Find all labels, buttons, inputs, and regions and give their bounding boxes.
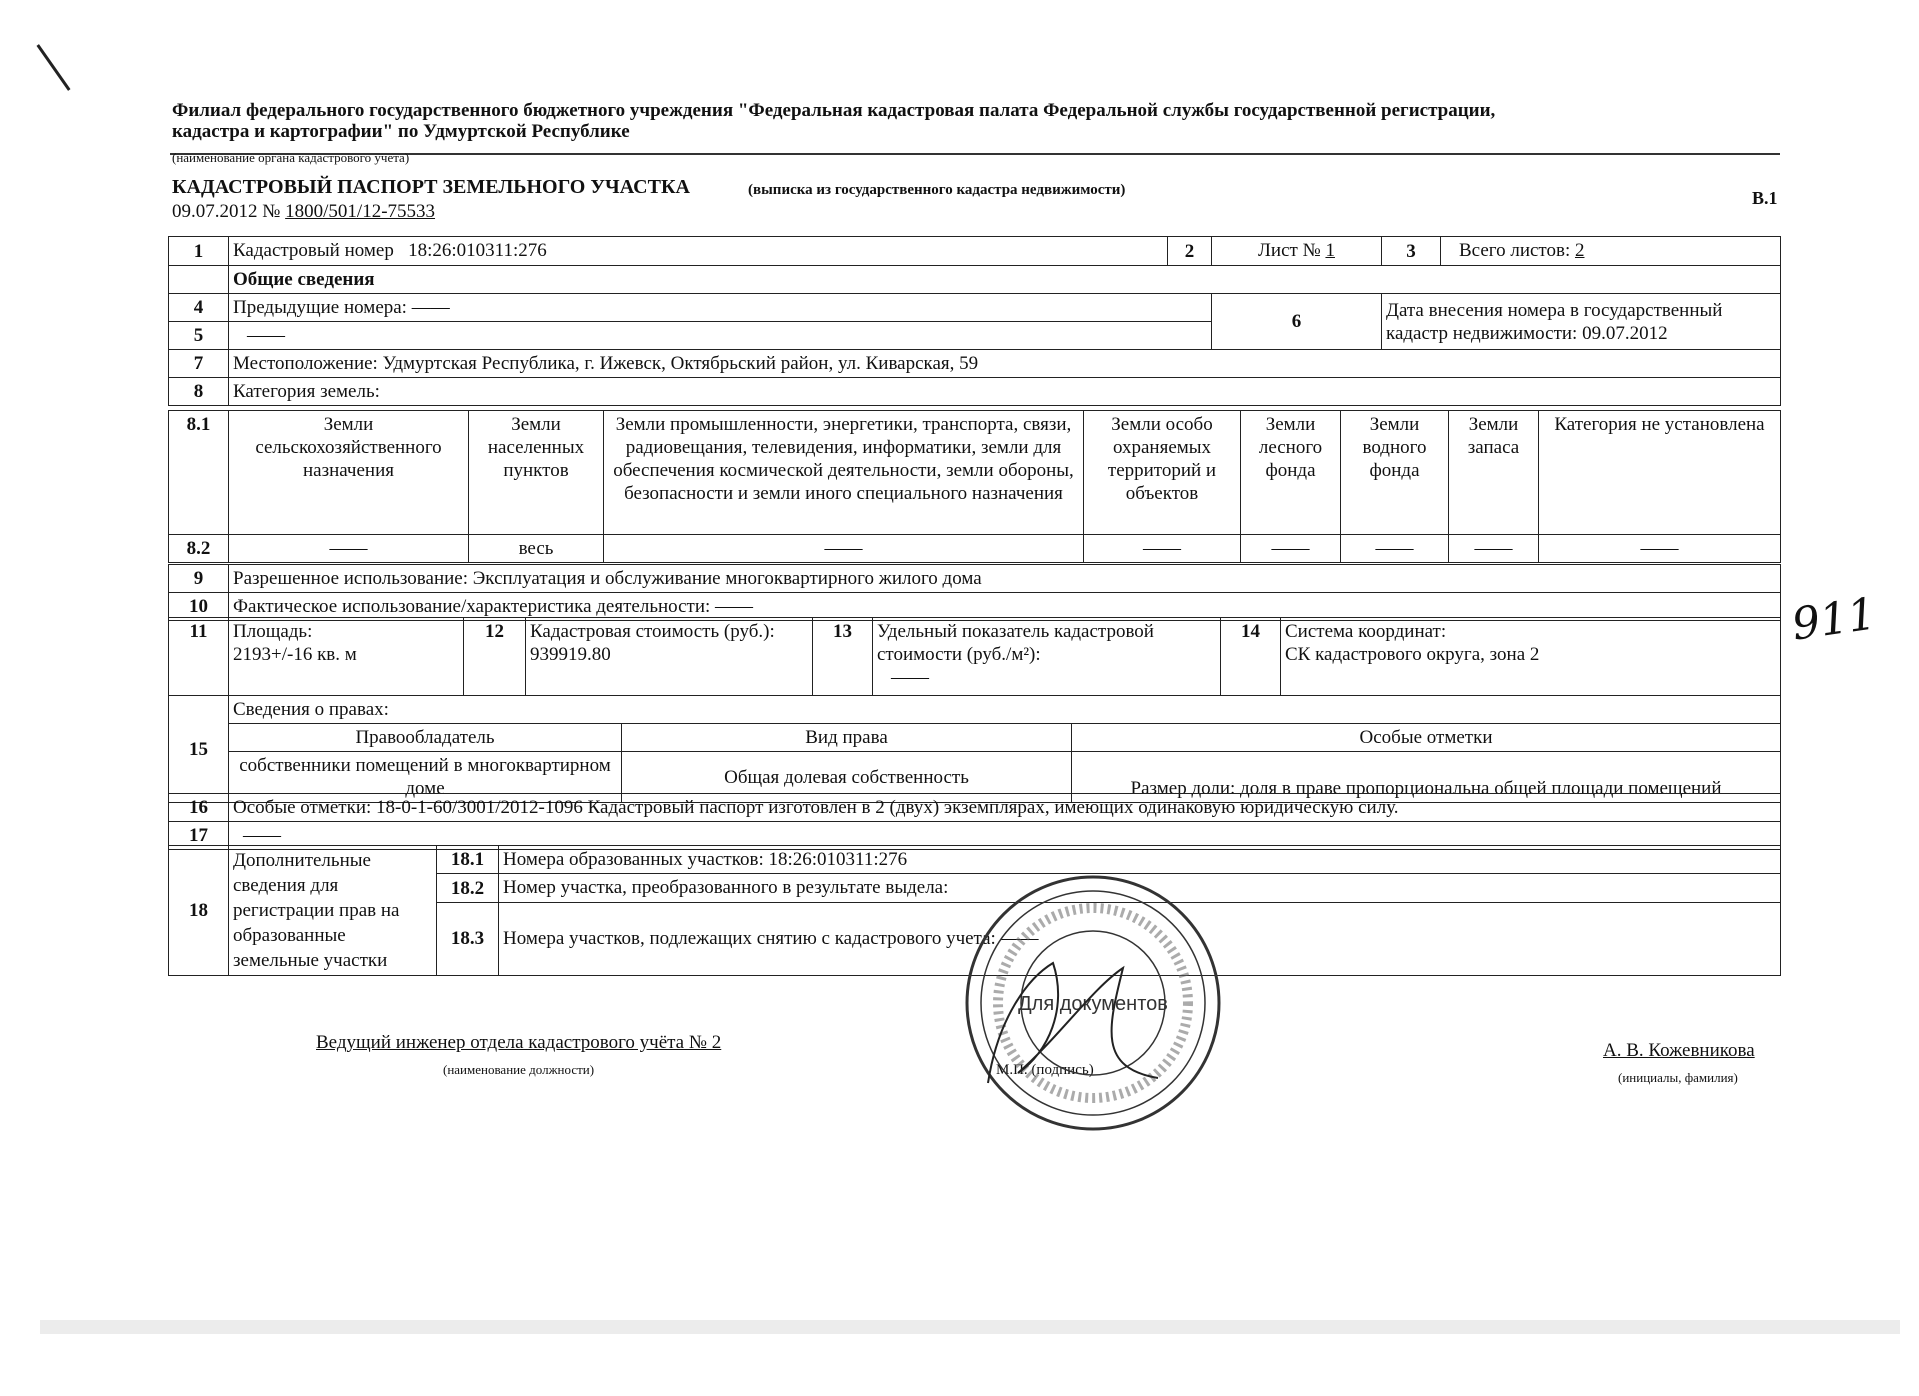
right-type-value: Общая долевая собственность: [622, 752, 1072, 803]
category-industrial: Земли промышленности, энергетики, транспорта, связи, радиовещания, телевидения, информатики, земли для обеспечения космической деятельности, земли обороны, безопасности и земли иного специального назначения: [604, 411, 1084, 535]
name-caption: (инициалы, фамилия): [1618, 1070, 1738, 1085]
rights-table: [168, 695, 1781, 803]
formed-plots: Номера образованных участков: 18:26:010311:276: [499, 846, 1781, 874]
doc-number: 1800/501/12-75533: [285, 201, 436, 222]
row-18-number: 18: [169, 846, 229, 976]
row-1-number: 1: [169, 237, 229, 266]
location: Местоположение: Удмуртская Республика, г. Ижевск, Октябрьский район, ул. Киварская, 59: [229, 350, 1781, 378]
table-rows-11-14: [168, 617, 1781, 696]
row-15-number: 15: [169, 696, 229, 803]
margin-note: 911: [1788, 588, 1880, 651]
row-3-number: 3: [1382, 237, 1441, 266]
specific-value-label: Удельный показатель кадастровой стоимости (руб./м²):: [877, 621, 1154, 665]
rights-title: Сведения о правах:: [229, 696, 1781, 724]
sheet-cell: [1212, 237, 1382, 266]
row-8-1-number: 8.1: [169, 411, 229, 535]
row-11-number: 11: [169, 618, 229, 696]
signature-scribble: [988, 963, 1158, 1083]
special-notes: Особые отметки: 18-0-1-60/3001/2012-1096 Кадастровый паспорт изготовлен в 2 (двух) экземплярах, имеющих одинаковую юридическую силу.: [229, 794, 1781, 822]
row-18-1-number: 18.1: [437, 846, 499, 874]
coordinate-system-label: Система координат:: [1285, 621, 1447, 642]
category-protected: Земли особо охраняемых территорий и объектов: [1084, 411, 1241, 535]
value-protected: ——: [1084, 535, 1241, 563]
coordinate-system-value: СК кадастрового округа, зона 2: [1285, 644, 1540, 665]
value-settlements: весь: [469, 535, 604, 563]
row-4-number: 4: [169, 294, 229, 322]
position-title: Ведущий инженер отдела кадастрового учёта № 2: [316, 1032, 722, 1053]
category-agricultural: Земли сельскохозяйственного назначения: [229, 411, 469, 535]
rights-holder-value: собственники помещений в многоквартирном доме: [229, 752, 622, 803]
row-5-number: 5: [169, 322, 229, 350]
row-8-number: 8: [169, 378, 229, 406]
land-categories-table: [168, 410, 1781, 563]
row-10-number: 10: [169, 593, 229, 621]
stamp-center-text: Для документов: [1018, 993, 1168, 1015]
doc-date: 09.07.2012: [172, 201, 258, 222]
value-not-set: ——: [1539, 535, 1781, 563]
row-8-2-number: 8.2: [169, 535, 229, 563]
official-stamp: [958, 868, 1228, 1138]
specific-value: ——: [891, 667, 929, 688]
row-2-number: 2: [1168, 237, 1212, 266]
value-water: ——: [1341, 535, 1449, 563]
total-sheets-cell: [1441, 237, 1781, 266]
row-14-number: 14: [1221, 618, 1281, 696]
row-17-value: ——: [229, 822, 1781, 850]
row-13-number: 13: [813, 618, 873, 696]
category-settlements: Земли населенных пунктов: [469, 411, 604, 535]
org-caption: (наименование органа кадастрового учета): [172, 150, 410, 165]
category-not-set: Категория не установлена: [1539, 411, 1781, 535]
form-code: В.1: [1752, 188, 1778, 208]
area-value: 2193+/-16 кв. м: [233, 644, 357, 665]
sheet-value: 1: [1325, 240, 1335, 261]
scan-edge-artifact: [40, 1320, 1900, 1334]
doc-title: КАДАСТРОВЫЙ ПАСПОРТ ЗЕМЕЛЬНОГО УЧАСТКА: [172, 176, 690, 198]
cadastral-value-cell: [526, 618, 813, 696]
doc-subtitle: (выписка из государственного кадастра недвижимости): [748, 182, 1126, 198]
total-sheets-value: 2: [1574, 240, 1585, 261]
deregistered-plots: Номера участков, подлежащих снятию с кадастрового учета: ——: [499, 902, 1781, 975]
number-sign: №: [262, 201, 281, 222]
transformed-plot: Номер участка, преобразованного в результате выдела:: [499, 874, 1781, 902]
row-16-number: 16: [169, 794, 229, 822]
right-type-header: Вид права: [622, 724, 1072, 752]
cadastral-number-label: Кадастровый номер: [233, 240, 394, 261]
special-marks-value: Размер доли: доля в праве пропорциональна общей площади помещений: [1072, 752, 1781, 803]
cadastral-value: 939919.80: [530, 644, 611, 665]
actual-use: Фактическое использование/характеристика деятельности: ——: [229, 593, 1781, 621]
category-reserve: Земли запаса: [1449, 411, 1539, 535]
value-forest: ——: [1241, 535, 1341, 563]
row-17-number: 17: [169, 822, 229, 850]
previous-numbers: Предыдущие номера: ——: [229, 294, 1212, 322]
area-cell: [229, 618, 464, 696]
table-rows-16-17: [168, 793, 1781, 850]
coordinate-system-cell: [1281, 618, 1781, 696]
doc-date-number: [172, 201, 435, 223]
position-caption: (наименование должности): [443, 1062, 595, 1077]
rights-holder-header: Правообладатель: [229, 724, 622, 752]
row-6-number: 6: [1212, 294, 1382, 350]
land-category-label: Категория земель:: [229, 378, 1781, 406]
specific-value-cell: [873, 618, 1221, 696]
permitted-use: Разрешенное использование: Эксплуатация и обслуживание многоквартирного жилого дома: [229, 565, 1781, 593]
general-num-cell: [169, 266, 229, 294]
area-label: Площадь:: [233, 621, 313, 642]
value-agricultural: ——: [229, 535, 469, 563]
cadastral-number-cell: [229, 237, 1168, 266]
table-rows-1-8: [168, 236, 1781, 406]
additional-info-label: Дополнительные сведения для регистрации прав на образованные земельные участки: [229, 846, 437, 976]
scan-mark: [36, 44, 70, 91]
total-sheets-label: Всего листов:: [1459, 240, 1571, 261]
cadastral-number-value: 18:26:010311:276: [408, 240, 547, 261]
cadastral-value-label: Кадастровая стоимость (руб.):: [530, 621, 775, 642]
category-water: Земли водного фонда: [1341, 411, 1449, 535]
row-5-value: ——: [229, 322, 1212, 350]
signatory-name: А. В. Кожевникова: [1603, 1040, 1755, 1061]
row-18-2-number: 18.2: [437, 874, 499, 902]
org-name-line1: Филиал федерального государственного бюджетного учреждения "Федеральная кадастровая палата Федеральной службы государственной регистрации,: [172, 100, 1496, 121]
row-7-number: 7: [169, 350, 229, 378]
value-industrial: ——: [604, 535, 1084, 563]
value-reserve: ——: [1449, 535, 1539, 563]
general-info-heading: Общие сведения: [229, 266, 1781, 294]
sheet-label: Лист №: [1258, 240, 1321, 261]
table-rows-9-10: [168, 564, 1781, 621]
signature-caption: М.П. (подпись): [996, 1062, 1094, 1078]
row-18-3-number: 18.3: [437, 902, 499, 975]
registration-date: Дата внесения номера в государственный кадастр недвижимости: 09.07.2012: [1382, 294, 1781, 350]
special-marks-header: Особые отметки: [1072, 724, 1781, 752]
category-forest: Земли лесного фонда: [1241, 411, 1341, 535]
row-9-number: 9: [169, 565, 229, 593]
org-underline: [170, 153, 1780, 155]
org-name-line2: кадастра и картографии" по Удмуртской Республике: [172, 121, 630, 142]
row-12-number: 12: [464, 618, 526, 696]
